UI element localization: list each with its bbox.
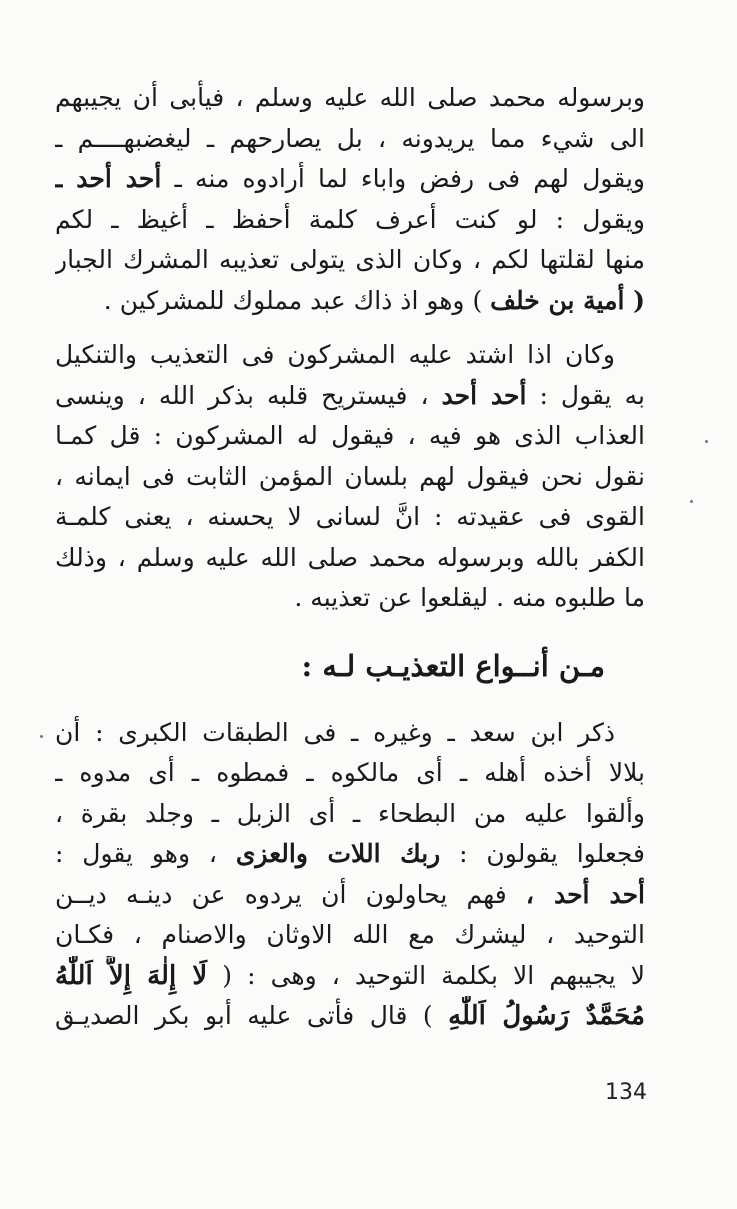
scan-speck bbox=[40, 735, 43, 738]
text-line: ذكر ابن سعد ـ وغيره ـ فى الطبقات الكبرى : أن bbox=[55, 717, 615, 747]
section-heading: مـن أنــواع التعذيـب لـه : bbox=[301, 648, 605, 683]
text-line: مُحَمَّدٌ رَسُولُ اَللّٰهِ ) قال فأتى عليه أبو بكر الصديـق bbox=[55, 1001, 645, 1031]
text-line: التوحيد ، ليشرك مع الله الاوثان والاصنام ، فكـان bbox=[55, 920, 645, 949]
text-line: القوى فى عقيدته : انَّ لسانى لا يحسنه ، يعنى كلمـة bbox=[55, 502, 645, 531]
text-line: وكان اذا اشتد عليه المشركون فى التعذيب والتنكيل bbox=[55, 340, 615, 369]
text-line: أحد أحد ، فهم يحاولون أن يردوه عن دينـه ديــن bbox=[55, 879, 645, 909]
text-line: ( أمية بن خلف ) وهو اذ ذاك عبد مملوك للمشركين . bbox=[103, 285, 645, 315]
scan-speck bbox=[690, 500, 693, 503]
text-line: وألقوا عليه من البطحاء ـ أى الزبل ـ وجلد بقرة ، bbox=[55, 798, 645, 828]
text-line: ويقول لهم فى رفض واباء لما أرادوه منه ـ أحد أحد ـ bbox=[55, 164, 645, 193]
page-number: 134 bbox=[605, 1080, 647, 1105]
text-line: نقول نحن فيقول لهم بلسان المؤمن الثابت فى ايمانه ، bbox=[55, 461, 645, 491]
paragraph-3 bbox=[55, 713, 645, 1037]
text-line: الى شيء مما يريدونه ، بل يصارحهم ـ ليغضبهــــم ـ bbox=[55, 123, 645, 153]
text-line: ويقول : لو كنت أعرف كلمة أحفظ ـ أغيظ ـ لكم bbox=[55, 204, 645, 234]
text-line: الكفر بالله وبرسوله محمد صلى الله عليه وسلم ، وذلك bbox=[55, 542, 645, 572]
paragraph-2 bbox=[55, 335, 645, 619]
text-line: لا يجيبهم الا بكلمة التوحيد ، وهى : ( لَا إِلٰهَ إِلاَّ اَللّٰهُ bbox=[55, 960, 645, 991]
text-line: به يقول : أحد أحد ، فيستريح قلبه بذكر الله ، وينسى bbox=[55, 380, 645, 410]
scan-speck bbox=[705, 440, 708, 443]
paragraph-1 bbox=[55, 78, 645, 321]
text-line: العذاب الذى هو فيه ، فيقول له المشركون : قل كمـا bbox=[55, 421, 645, 450]
text-line: بلالا أخذه أهله ـ أى مالكوه ـ فمطوه ـ أى مدوه ـ bbox=[55, 758, 645, 787]
text-line: منها لقلتها لكم ، وكان الذى يتولى تعذيبه المشرك الجبار bbox=[55, 245, 645, 274]
page-text bbox=[55, 78, 645, 1037]
text-line: وبرسوله محمد صلى الله عليه وسلم ، فيأبى أن يجيبهم bbox=[55, 83, 645, 112]
text-line: فجعلوا يقولون : ربك اللات والعزى ، وهو يقول : bbox=[55, 839, 645, 868]
text-line: ما طلبوه منه . ليقلعوا عن تعذيبه . bbox=[294, 583, 645, 612]
